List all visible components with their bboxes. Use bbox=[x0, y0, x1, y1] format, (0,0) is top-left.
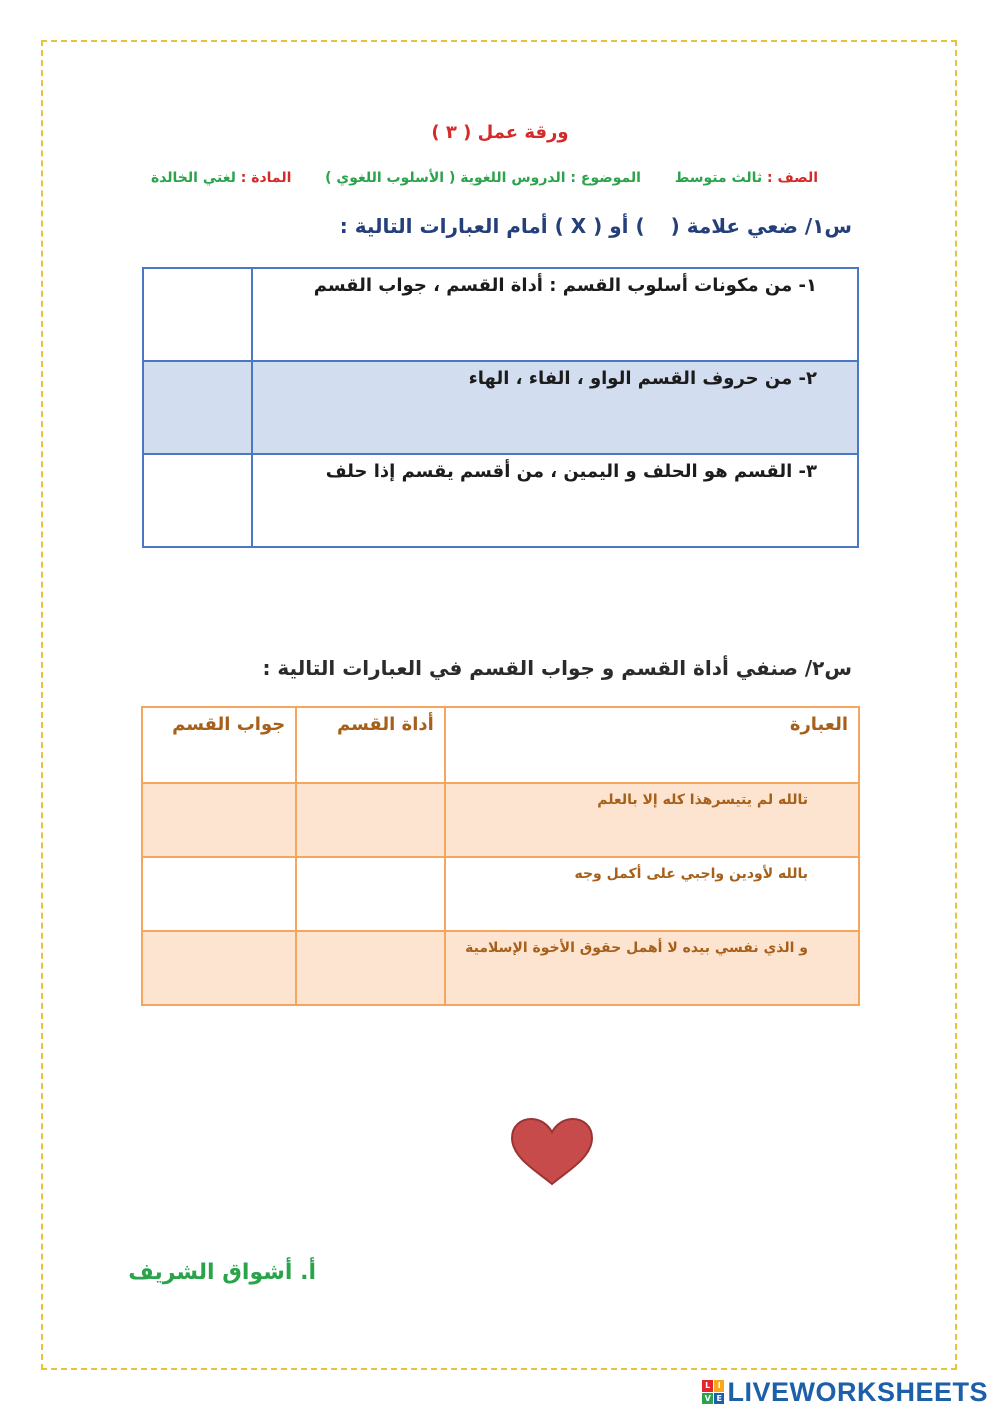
true-false-table bbox=[142, 267, 859, 548]
tf-statement: ١- من مكونات أسلوب القسم : أداة القسم ، جواب القسم bbox=[252, 268, 858, 361]
worksheet-meta bbox=[151, 170, 818, 186]
oath-answer-input-cell[interactable] bbox=[142, 857, 296, 931]
question-1-heading-start: س١/ ضعي علامة ( bbox=[670, 214, 852, 238]
tf-answer-cell[interactable] bbox=[143, 454, 252, 547]
column-header-tool: أداة القسم bbox=[296, 707, 445, 783]
question-1-heading bbox=[340, 214, 852, 238]
tf-statement: ٢- من حروف القسم الواو ، الفاء ، الهاء bbox=[252, 361, 858, 454]
page-border bbox=[41, 40, 957, 1370]
column-header-phrase: العبارة bbox=[445, 707, 859, 783]
liveworksheets-logo bbox=[702, 1376, 988, 1408]
classification-table bbox=[141, 706, 860, 1006]
question-2-heading: س٢/ صنفي أداة القسم و جواب القسم في العبارات التالية : bbox=[262, 656, 852, 680]
liveworksheets-logo-icon: L I V E bbox=[702, 1380, 724, 1404]
table-row bbox=[142, 783, 859, 857]
phrase-cell: بالله لأودين واجبي على أكمل وجه bbox=[445, 857, 859, 931]
column-header-answer: جواب القسم bbox=[142, 707, 296, 783]
tf-answer-cell[interactable] bbox=[143, 361, 252, 454]
worksheet-title: ورقة عمل ( ٣ ) bbox=[431, 122, 569, 143]
oath-tool-input-cell[interactable] bbox=[296, 783, 445, 857]
subject-label: المادة : bbox=[240, 170, 292, 186]
topic-label: الموضوع : bbox=[570, 170, 641, 186]
oath-answer-input-cell[interactable] bbox=[142, 783, 296, 857]
author-name: أ. أشواق الشريف bbox=[128, 1260, 316, 1285]
oath-tool-input-cell[interactable] bbox=[296, 857, 445, 931]
grade-value: ثالث متوسط bbox=[674, 170, 763, 186]
heart-icon bbox=[508, 1116, 596, 1186]
subject-value: لغتي الخالدة bbox=[150, 170, 236, 186]
oath-tool-input-cell[interactable] bbox=[296, 931, 445, 1005]
tf-answer-cell[interactable] bbox=[143, 268, 252, 361]
tf-row bbox=[143, 268, 858, 361]
tf-row bbox=[143, 454, 858, 547]
table-row bbox=[142, 857, 859, 931]
tf-statement: ٣- القسم هو الحلف و اليمين ، من أقسم يقسم إذا حلف bbox=[252, 454, 858, 547]
grade-label: الصف : bbox=[767, 170, 818, 186]
topic-value: الدروس اللغوية ( الأسلوب اللغوي ) bbox=[325, 170, 566, 186]
oath-answer-input-cell[interactable] bbox=[142, 931, 296, 1005]
brand-name: LIVEWORKSHEETS bbox=[727, 1376, 988, 1407]
phrase-cell: و الذي نفسي بيده لا أهمل حقوق الأخوة الإسلامية bbox=[445, 931, 859, 1005]
tf-row bbox=[143, 361, 858, 454]
phrase-cell: تالله لم يتيسرهذا كله إلا بالعلم bbox=[445, 783, 859, 857]
question-1-heading-rest: ) أو ( X ) أمام العبارات التالية : bbox=[339, 214, 645, 238]
table-row bbox=[142, 931, 859, 1005]
table-header-row bbox=[142, 707, 859, 783]
